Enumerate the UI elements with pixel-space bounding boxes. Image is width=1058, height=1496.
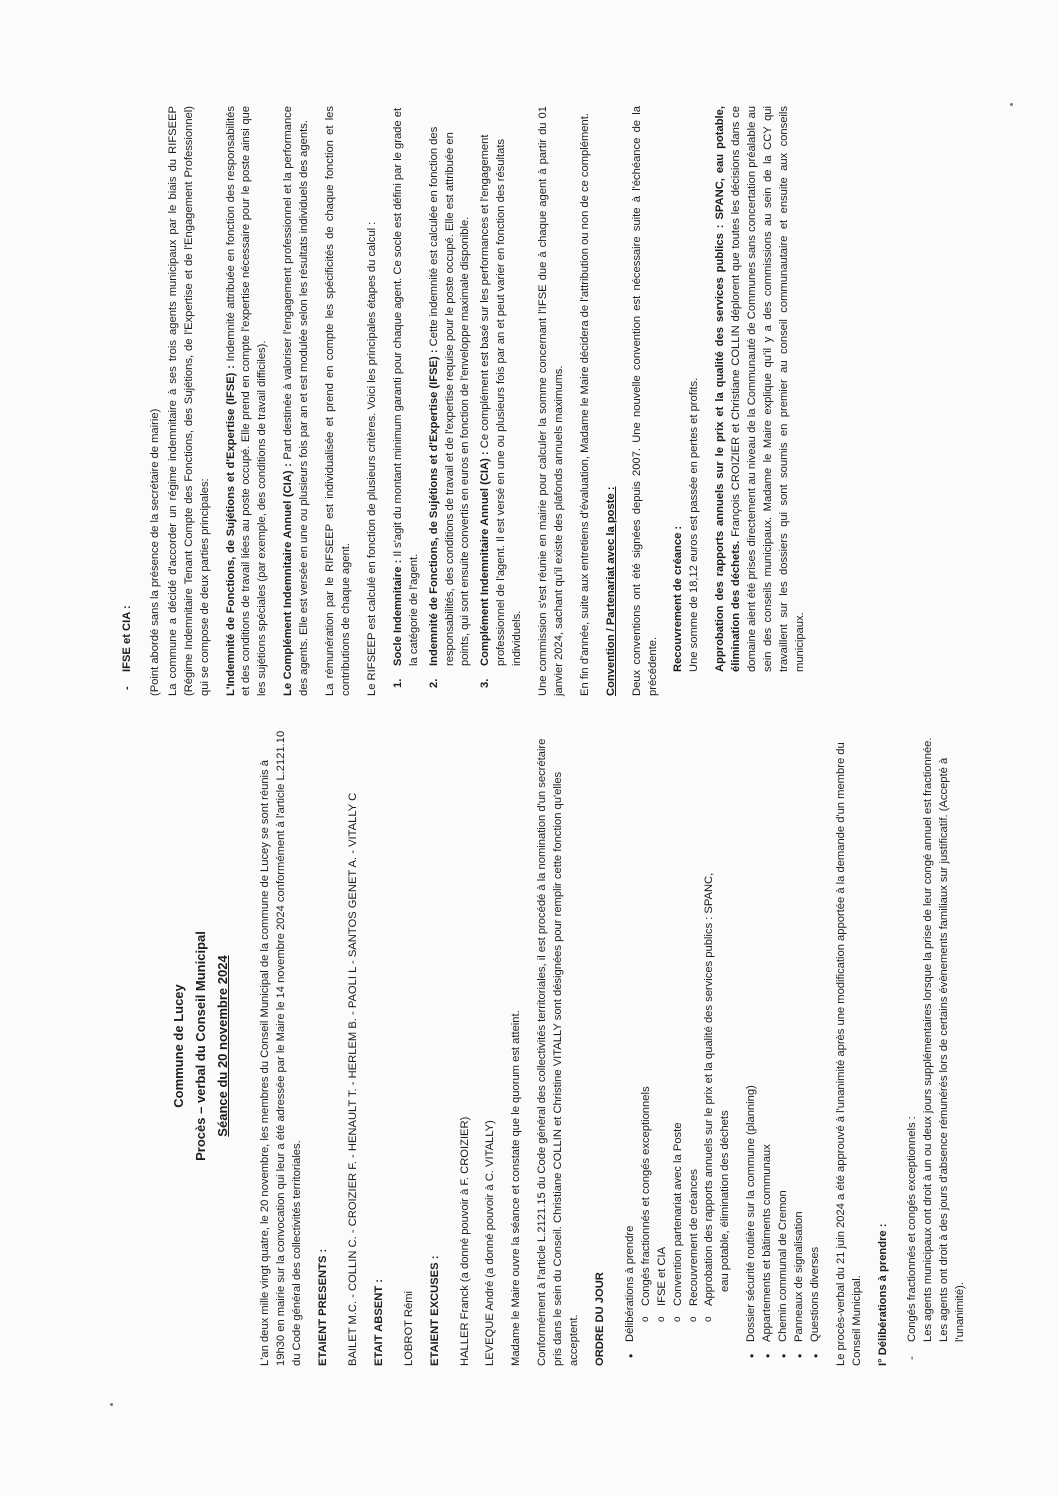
ifse-definition: [224, 106, 272, 696]
excused-entry: HALLER Franck (a donné pouvoir à F. CROIZIER): [458, 1116, 471, 1366]
ifse-definition-text: Indemnité attribuée en fonction des responsabilités et des conditions de travail liées au poste occupé. Elle prend en compte l'expertise nécessaire pour le poste ainsi que les sujétions spéciales (par exemple, des conditions de travail difficiles).: [224, 106, 269, 696]
year-end-paragraph: En fin d'année, suite aux entretiens d'évaluation, Madame le Maire décidera de l'attribution ou non de ce complément.: [578, 113, 591, 696]
rapports-title: Approbation des rapports annuels sur le prix et la qualité des services publics : SPANC, eau potable, élimination des déchets.: [714, 106, 743, 672]
cia-definition: [281, 106, 313, 696]
agenda-subitem: o Recouvrement de créances: [687, 726, 703, 1342]
absent-label: ETAIT ABSENT :: [372, 1278, 385, 1366]
calculation-step: [478, 106, 526, 696]
section-title-ifse: - IFSE et CIA :: [120, 106, 136, 696]
step-text: Ce complément est basé sur les performances et l'engagement professionnel de l'agent. Il est versé en une ou plusieurs fois par an et peut varier en fonction des résultats individuels.: [479, 134, 524, 666]
step-number: 2.: [427, 678, 440, 688]
calculation-step: [391, 106, 423, 696]
poste-title: Convention / Partenariat avec la poste :: [604, 486, 617, 696]
agenda-item-label: Délibérations à prendre: [623, 1225, 636, 1342]
ifse-definition-term: L'Indemnité de Fonctions, de Sujétions et d'Expertise (IFSE) :: [224, 365, 237, 696]
pv-approval: Le procès-verbal du 21 juin 2024 a été approuvé à l'unanimité après une modification apportée à la demande d'un membre du Conseil Municipal.: [834, 742, 863, 1366]
scan-speck: [110, 1403, 113, 1406]
rapports-text: François CROIZIER et Christiane COLLIN déplorent que toutes les décisions dans ce domaine aient été prises directement au niveau de la Communauté de Communes sans concertation préalable au sein des conseils municipaux. Madame le Maire explique qu'il y a des commissions au sein de la CCY qui travaillent sur les dossiers qui sont soumis en premier au conseil communautaire et ensuite aux conseils municipaux.: [730, 106, 806, 672]
scan-speck: [1010, 103, 1013, 106]
agenda-subitem: o Convention partenariat avec la Poste: [671, 726, 687, 1342]
deliberation-item: [905, 726, 969, 1366]
deliberations-label: I° Délibérations à prendre :: [876, 1223, 889, 1366]
agenda-label: ORDRE DU JOUR: [593, 1272, 606, 1366]
step-term: Complément Indemnitaire Annuel (CIA) :: [479, 451, 492, 666]
agenda-subitem: o Congés fractionnés et congés exceptionnels: [639, 726, 655, 1342]
calculation-intro: Le RIFSEEP est calculé en fonction de plusieurs critères. Voici les principales étapes du calcul :: [365, 221, 378, 696]
agenda-subitem: [702, 726, 734, 1342]
present-label: ETAIENT PRESENTS :: [317, 1248, 329, 1366]
creance-text: Une somme de 18,12 euros est passée en pertes et profits.: [688, 377, 701, 672]
agenda-list: [623, 726, 824, 1366]
commune-title: Commune de Lucey: [171, 984, 186, 1108]
left-column: [0, 726, 979, 1366]
excused-entry: LEVEQUE André (a donné pouvoir à C. VITALLY): [484, 1120, 497, 1366]
remuneration-paragraph: La rémunération par le RIFSEEP est individualisée et prend en compte les spécificités de chaque fonction et les contributions de chaque agent.: [324, 106, 352, 696]
agenda-subitem-continuation: eau potable, élimination des déchets: [719, 1110, 732, 1292]
right-column: [0, 106, 819, 696]
absent-names: LOBROT Rémi: [402, 1290, 415, 1366]
cia-definition-term: Le Complément Indemnitaire Annuel (CIA) :: [282, 463, 295, 696]
step-text: Il s'agit du montant minimum garanti pour chaque agent. Ce socle est défini par le grade et la catégorie de l'agent.: [391, 107, 420, 666]
commission-paragraph: Une commission s'est réunie en mairie pour calculer la somme concernant l'IFSE due à chaque agent à partir du 01 janvier 2024, sachant qu'il existe des plafonds annuels maximums.: [537, 106, 565, 696]
intro-paragraph: L'an deux mille vingt quatre, le 20 novembre, les membres du Conseil Municipal de la commune de Lucey se sont réunis à 19h30 en mairie sur la convocation qui leur a été adressée par le Maire le 14 novembre 2024 conformément à l'article L.2121.10 du Code général des collectivités territoriales.: [259, 730, 304, 1366]
document-title: Procès – verbal du Conseil Municipal: [193, 931, 209, 1161]
poste-text: Deux conventions ont été signées depuis 2007. Une nouvelle convention est nécessaire suite à l'échéance de la précédente.: [630, 106, 659, 696]
agenda-item: [623, 726, 734, 1366]
rapports-paragraph: [713, 106, 808, 696]
ifse-note: (Point abordé sans la présence de la secrétaire de mairie): [148, 408, 161, 696]
ifse-intro: La commune a décidé d'accorder un régime indemnitaire à ses trois agents municipaux par le biais du RIFSEEP (Régime Indemnitaire Tenant Compte des Fonctions, des Sujétions, de l'Expertise et de l'Engagement Professionnel) qui se compose de deux parties principales:: [166, 106, 211, 696]
title-block: [168, 726, 234, 1366]
step-number: 1.: [391, 678, 404, 688]
section-list: [120, 106, 136, 696]
present-names: BAILET M.C. - COLLIN C. - CROIZIER F. - HENAULT T. - HERLEM B. - PAOLI L - SANTOS GENET A. - VITALLY C: [346, 792, 359, 1366]
step-term: Socle Indemnitaire :: [391, 559, 404, 666]
agenda-item: • Dossier sécurité routière sur la commune (planning): [744, 726, 760, 1366]
creance-title: Recouvrement de créance :: [672, 525, 685, 672]
step-term: Indemnité de Fonctions, de Sujétions et d'Expertise (IFSE) :: [427, 349, 440, 666]
deliberation-text: Les agents ont droit à des jours d'absence rémunérés lors de certains évènements familiaux sur justificatif. (Accepté à l'unanimité).: [938, 757, 967, 1342]
calculation-steps: [391, 106, 526, 696]
session-date: Séance du 20 novembre 2024: [215, 955, 231, 1137]
agenda-sublist: [639, 726, 734, 1342]
quorum-statement: Madame le Maire ouvre la séance et constate que le quorum est atteint.: [510, 1010, 523, 1366]
deliberation-list: [905, 726, 969, 1366]
creance-block: [671, 106, 703, 696]
agenda-subitem-label: Approbation des rapports annuels sur le prix et la qualité des services publics : SPANC,: [703, 872, 716, 1306]
secretary-nomination: Conformément à l'article L.2121.15 du Code général des collectivités territoriales, il est procédé à la nomination d'un secrétaire pris dans le sein du Conseil. Christiane COLLIN et Christine VITALLY sont désignées pour remplir cette fonction qu'elles acceptent.: [536, 738, 581, 1366]
step-number: 3.: [479, 678, 492, 688]
agenda-item: • Questions diverses: [808, 726, 824, 1366]
deliberation-title: - Congés fractionnés et congés exceptionnels :: [906, 1116, 919, 1342]
agenda-item: • Panneaux de signalisation: [792, 726, 808, 1366]
agenda-subitem: o IFSE et CIA: [655, 726, 671, 1342]
cia-definition-text: Part destinée à valoriser l'engagement professionnel et la performance des agents. Elle est versée en une ou plusieurs fois par an et est modulée selon les résultats individuels des agents.: [282, 106, 311, 696]
step-text: Cette indemnité est calculée en fonction des responsabilités, des conditions de travail et de l'expertise requise pour le poste occupé. Elle est attribuée en points, qui sont ensuite convertis en euros en fonction de l'enveloppe maximale disponible.: [427, 126, 472, 666]
excused-label: ETAIENT EXCUSES :: [428, 1255, 441, 1366]
agenda-item: • Appartements et bâtiments communaux: [760, 726, 776, 1366]
deliberation-text: Les agents municipaux ont droit à un ou deux jours supplémentaires lorsque la prise de leur congé annuel est fractionnée.: [922, 737, 935, 1342]
calculation-step: [427, 106, 475, 696]
agenda-item: • Chemin communal de Cremon: [776, 726, 792, 1366]
